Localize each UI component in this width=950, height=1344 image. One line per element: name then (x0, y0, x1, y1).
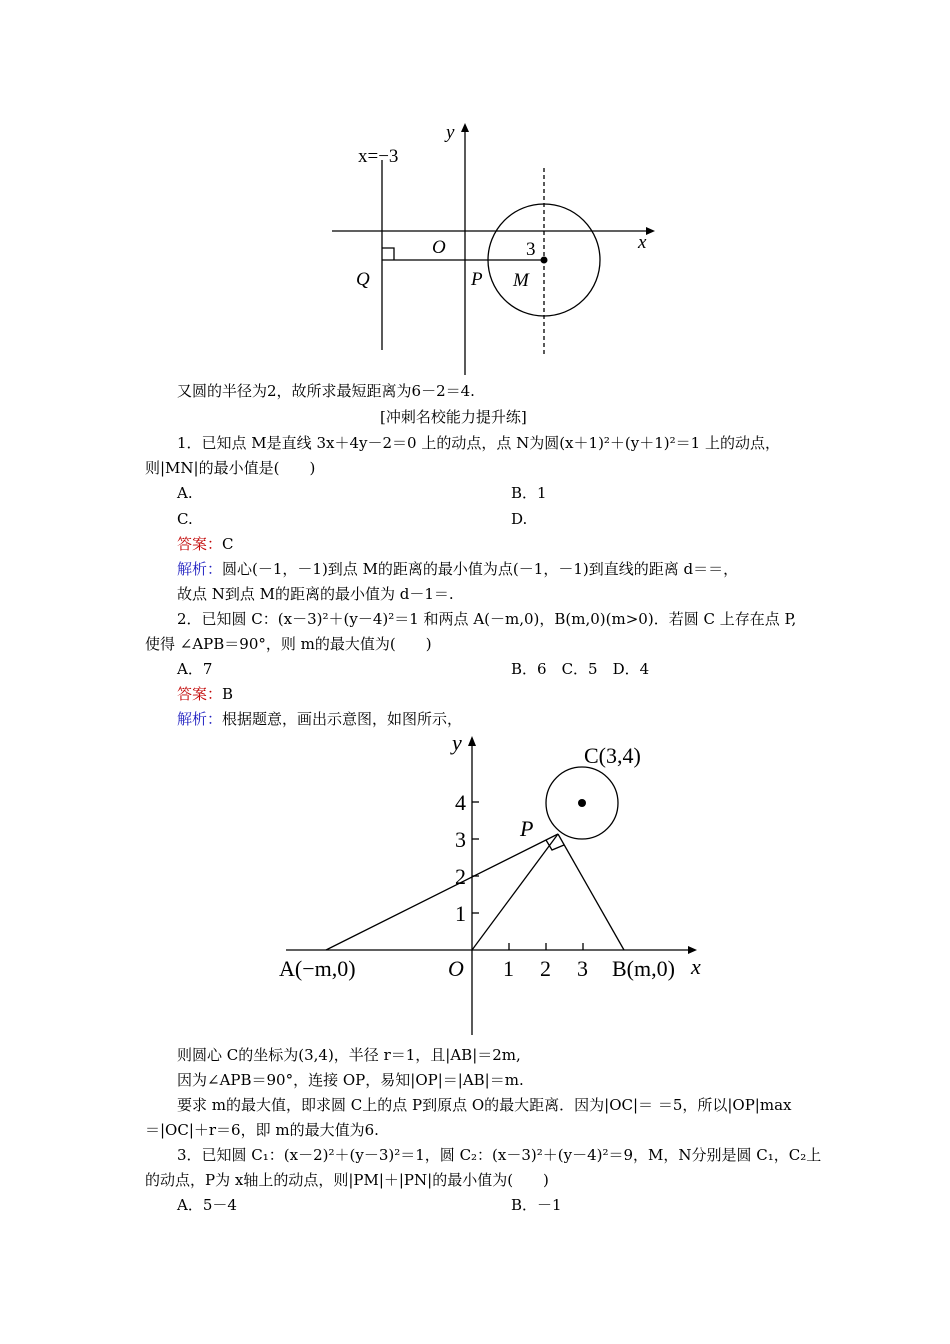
x-axis-arrow (646, 227, 655, 235)
q1-option-a: A. (177, 484, 193, 502)
y-axis-arrow (468, 736, 476, 746)
right-angle-mark (382, 248, 394, 260)
question-1-line-1: 1．已知点 M是直线 3x＋4y－2＝0 上的动点，点 N为圆(x＋1)²＋(y＋1)²＝1 上的动点， (177, 434, 780, 452)
question-1-line-2: 则|MN|的最小值是( ) (145, 459, 316, 477)
label-M: M (513, 270, 529, 291)
answer-label: 答案： (177, 685, 223, 703)
answer-value: B (222, 685, 234, 703)
y-axis-arrow (461, 123, 469, 132)
q1-option-d: D. (511, 510, 528, 528)
question-3-line-1: 3．已知圆 C₁：(x－2)²＋(y－3)²＝1，圆 C₂：(x－3)²＋(y－4)²＝9，M，N分别是圆 C₁，C₂上 (177, 1146, 822, 1164)
q1-option-c: C. (177, 510, 193, 528)
label-A: A(−m,0) (279, 956, 356, 981)
q2-solution-line-2: 则圆心 C的坐标为(3,4)，半径 r＝1，且|AB|＝2m, (177, 1046, 521, 1064)
q2-option-a: A．7 (177, 660, 213, 678)
point-M (541, 257, 548, 264)
solution-text: 圆心(－1，－1)到点 M的距离的最小值为点(－1，－1)到直线的距离 d＝＝， (222, 560, 739, 578)
center-C (578, 799, 586, 807)
q2-solution-line-3: 因为∠APB＝90°，连接 OP，易知|OP|＝|AB|＝m. (177, 1071, 524, 1089)
label-P: P (520, 816, 534, 841)
label-O: O (432, 237, 446, 258)
section-title: [冲刺名校能力提升练] (380, 408, 527, 426)
label-x-eq: x=−3 (358, 146, 399, 167)
q2-solution-line-1 (177, 710, 462, 728)
segment-OP (472, 834, 558, 950)
label-C: C(3,4) (584, 743, 641, 768)
q2-solution-line-4: 要求 m的最大值，即求圆 C上的点 P到原点 O的最大距离．因为|OC|＝ ＝5，所以|OP|max (177, 1096, 792, 1114)
segment-AP (326, 834, 558, 950)
q1-solution-line-1 (177, 560, 738, 578)
x-axis-arrow (688, 946, 697, 954)
solution-text: 根据题意，画出示意图，如图所示， (222, 710, 463, 728)
tick-label-y-3: 3 (455, 827, 466, 852)
segment-PB (558, 834, 624, 950)
tick-label-y-4: 4 (455, 790, 466, 815)
label-O: O (448, 956, 464, 981)
question-2-line-1: 2．已知圆 C：(x－3)²＋(y－4)²＝1 和两点 A(－m,0)，B(m,0)(m>0)．若圆 C 上存在点 P, (177, 610, 797, 628)
label-B: B(m,0) (612, 956, 675, 981)
label-x: x (638, 232, 647, 253)
tick-label-x-3: 3 (577, 956, 588, 981)
figure-2 (276, 730, 706, 1040)
tick-label-x-1: 1 (503, 956, 514, 981)
q2-options-bcd: B．6 C．5 D．4 (511, 660, 650, 678)
label-x: x (691, 954, 701, 979)
solution-label: 解析： (177, 710, 223, 728)
answer-value: C (222, 535, 234, 553)
right-angle-mark (546, 840, 564, 850)
q1-answer (177, 535, 234, 553)
tick-label-y-2: 2 (455, 864, 466, 889)
question-3-line-2: 的动点，P为 x轴上的动点，则|PM|＋|PN|的最小值为( ) (145, 1171, 549, 1189)
label-y: y (452, 730, 462, 755)
label-P: P (471, 269, 483, 290)
label-Q: Q (356, 269, 370, 290)
label-y: y (446, 122, 455, 143)
tick-label-y-1: 1 (455, 901, 466, 926)
q2-answer (177, 685, 233, 703)
q1-solution-line-2: 故点 N到点 M的距离的最小值为 d－1＝. (177, 585, 454, 603)
answer-label: 答案： (177, 535, 223, 553)
figure-1 (328, 120, 658, 378)
text-line-1: 又圆的半径为2，故所求最短距离为6－2＝4. (177, 382, 475, 400)
solution-label: 解析： (177, 560, 223, 578)
question-2-line-2: 使得 ∠APB＝90°，则 m的最大值为( ) (145, 635, 432, 653)
q2-solution-line-5: ＝|OC|＋r＝6，即 m的最大值为6. (145, 1121, 379, 1139)
q3-option-b: B．－1 (511, 1196, 562, 1214)
tick-label-x-2: 2 (540, 956, 551, 981)
q1-option-b: B．1 (511, 484, 547, 502)
label-3: 3 (526, 239, 536, 260)
q3-option-a: A．5－4 (177, 1196, 237, 1214)
